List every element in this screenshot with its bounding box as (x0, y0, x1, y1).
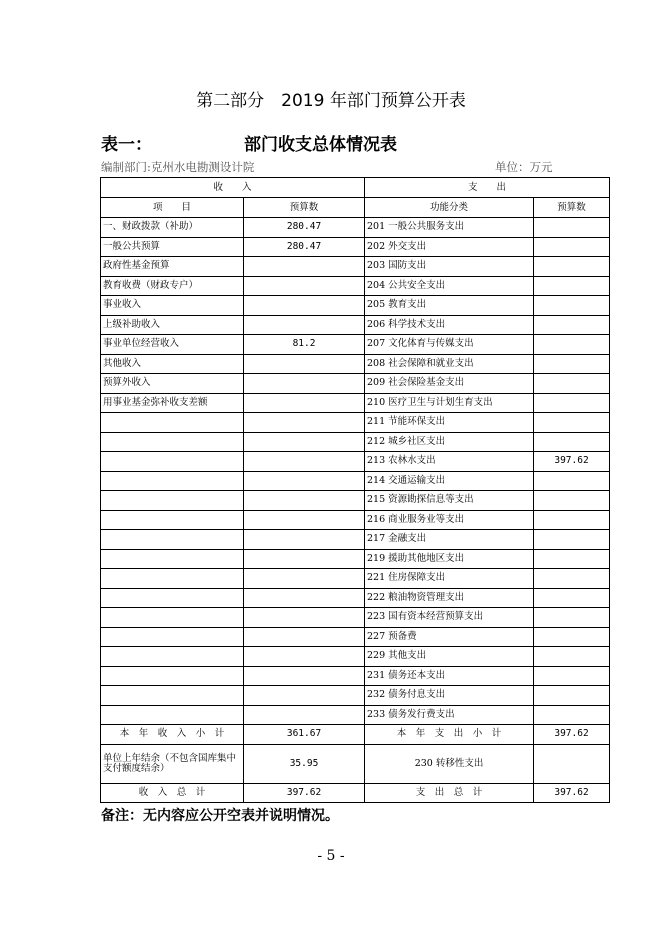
expense-amount-cell (534, 276, 610, 296)
table-row (101, 491, 610, 511)
income-amount-cell (244, 374, 365, 394)
expense-item-cell: 212 城乡社区支出 (365, 432, 534, 452)
table-title: 部门收支总体情况表 (244, 135, 397, 155)
income-total-label: 收 入 总 计 (101, 783, 244, 803)
header-row-columns (101, 198, 610, 218)
income-item-cell (101, 530, 244, 550)
income-amount-cell (244, 588, 365, 608)
expense-item-cell: 207 文化体育与传媒支出 (365, 335, 534, 355)
expense-amount-cell: 397.62 (534, 452, 610, 472)
income-amount-cell (244, 666, 365, 686)
income-item-cell (101, 666, 244, 686)
unit-label: 单位：万元 (495, 160, 553, 174)
income-subtotal-amount: 361.67 (244, 725, 365, 745)
income-item-cell: 事业单位经营收入 (101, 335, 244, 355)
table-row (101, 354, 610, 374)
income-amount-cell (244, 315, 365, 335)
income-subtotal-label: 本 年 收 入 小 计 (101, 725, 244, 745)
income-carryover-label: 单位上年结余（不包含国库集中支付额度结余） (101, 744, 244, 783)
income-item-cell (101, 705, 244, 725)
expense-item-cell: 216 商业服务业等支出 (365, 510, 534, 530)
income-carryover-amount: 35.95 (244, 744, 365, 783)
expense-amount-cell (534, 354, 610, 374)
income-amount-column-header: 预算数 (244, 198, 365, 218)
income-item-cell (101, 588, 244, 608)
table-row (101, 315, 610, 335)
income-amount-cell (244, 686, 365, 706)
table-row (101, 705, 610, 725)
expense-item-cell: 223 国有资本经营预算支出 (365, 608, 534, 628)
table-row (101, 569, 610, 589)
income-item-cell (101, 510, 244, 530)
expense-item-cell: 205 教育支出 (365, 296, 534, 316)
expense-amount-cell (534, 335, 610, 355)
expense-amount-cell (534, 530, 610, 550)
expense-amount-cell (534, 296, 610, 316)
table-row (101, 627, 610, 647)
expense-amount-column-header: 预算数 (534, 198, 610, 218)
income-amount-cell: 81.2 (244, 335, 365, 355)
expense-item-cell: 233 债务发行费支出 (365, 705, 534, 725)
income-item-cell (101, 569, 244, 589)
expense-item-cell: 215 资源勘探信息等支出 (365, 491, 534, 511)
income-item-cell: 政府性基金预算 (101, 257, 244, 277)
expense-item-cell: 213 农林水支出 (365, 452, 534, 472)
carryover-row (101, 744, 610, 783)
income-item-cell: 上级补助收入 (101, 315, 244, 335)
income-amount-cell (244, 276, 365, 296)
expense-amount-cell (534, 608, 610, 628)
income-section-header: 收 入 (101, 178, 365, 198)
expense-amount-cell (534, 627, 610, 647)
expense-amount-cell (534, 393, 610, 413)
expense-amount-cell (534, 549, 610, 569)
income-item-cell (101, 686, 244, 706)
table-row (101, 296, 610, 316)
expense-item-cell: 202 外交支出 (365, 237, 534, 257)
income-amount-cell (244, 569, 365, 589)
income-item-cell: 事业收入 (101, 296, 244, 316)
expense-item-cell: 232 债务付息支出 (365, 686, 534, 706)
expense-item-cell: 204 公共安全支出 (365, 276, 534, 296)
income-amount-cell (244, 510, 365, 530)
table-row (101, 666, 610, 686)
income-item-cell: 用事业基金弥补收支差额 (101, 393, 244, 413)
table-row (101, 647, 610, 667)
expense-item-cell: 210 医疗卫生与计划生育支出 (365, 393, 534, 413)
expense-amount-cell (534, 315, 610, 335)
income-item-cell (101, 647, 244, 667)
compiling-department: 编制部门:克州水电勘测设计院 (101, 160, 255, 174)
income-amount-cell (244, 393, 365, 413)
expense-amount-cell (534, 471, 610, 491)
expense-amount-cell (534, 413, 610, 433)
expense-item-cell: 203 国防支出 (365, 257, 534, 277)
income-item-cell (101, 491, 244, 511)
expense-amount-cell (534, 491, 610, 511)
total-row (101, 783, 610, 803)
expense-amount-cell (534, 569, 610, 589)
part-title: 第二部分 2019 年部门预算公开表 (196, 91, 466, 111)
table-row (101, 374, 610, 394)
budget-table (100, 177, 610, 803)
table-row (101, 237, 610, 257)
expense-amount-cell (534, 666, 610, 686)
expense-amount-cell (534, 647, 610, 667)
table-row (101, 608, 610, 628)
expense-amount-cell (534, 705, 610, 725)
table-row (101, 218, 610, 238)
income-amount-cell (244, 530, 365, 550)
income-amount-cell (244, 647, 365, 667)
expense-item-cell: 201 一般公共服务支出 (365, 218, 534, 238)
expense-amount-cell (534, 510, 610, 530)
table-row (101, 452, 610, 472)
table-row (101, 393, 610, 413)
expense-item-cell: 219 援助其他地区支出 (365, 549, 534, 569)
expense-item-cell: 229 其他支出 (365, 647, 534, 667)
income-amount-cell (244, 257, 365, 277)
table-row (101, 686, 610, 706)
income-item-cell: 预算外收入 (101, 374, 244, 394)
expense-amount-cell (534, 237, 610, 257)
table-row (101, 432, 610, 452)
income-amount-cell (244, 705, 365, 725)
expense-item-cell: 227 预备费 (365, 627, 534, 647)
income-amount-cell (244, 491, 365, 511)
expense-item-cell: 208 社会保障和就业支出 (365, 354, 534, 374)
table-row (101, 276, 610, 296)
expense-item-cell: 206 科学技术支出 (365, 315, 534, 335)
income-item-cell: 一、财政拨款（补助） (101, 218, 244, 238)
expense-item-cell: 211 节能环保支出 (365, 413, 534, 433)
table-row (101, 335, 610, 355)
expense-item-cell: 222 粮油物资管理支出 (365, 588, 534, 608)
income-amount-cell (244, 296, 365, 316)
table-row (101, 257, 610, 277)
income-amount-cell (244, 413, 365, 433)
budget-table-body (101, 178, 610, 803)
expense-item-cell: 214 交通运输支出 (365, 471, 534, 491)
income-amount-cell (244, 549, 365, 569)
table-row (101, 510, 610, 530)
expense-subtotal-amount: 397.62 (534, 725, 610, 745)
note: 备注：无内容应公开空表并说明情况。 (101, 808, 339, 824)
expense-total-amount: 397.62 (534, 783, 610, 803)
expense-subtotal-label: 本 年 支 出 小 计 (365, 725, 534, 745)
income-total-amount: 397.62 (244, 783, 365, 803)
income-amount-cell (244, 432, 365, 452)
expense-amount-cell (534, 686, 610, 706)
expense-carryover-amount (534, 744, 610, 783)
table-label: 表一： (101, 135, 152, 155)
income-item-cell (101, 549, 244, 569)
table-row (101, 549, 610, 569)
table-row (101, 471, 610, 491)
income-item-cell: 一般公共预算 (101, 237, 244, 257)
income-amount-cell (244, 452, 365, 472)
income-item-cell: 教育收费（财政专户） (101, 276, 244, 296)
table-row (101, 413, 610, 433)
function-class-column-header: 功能分类 (365, 198, 534, 218)
expense-amount-cell (534, 257, 610, 277)
expense-amount-cell (534, 432, 610, 452)
income-amount-cell (244, 471, 365, 491)
expense-item-cell: 221 住房保障支出 (365, 569, 534, 589)
income-amount-cell (244, 627, 365, 647)
income-item-cell (101, 413, 244, 433)
income-item-cell (101, 608, 244, 628)
expense-amount-cell (534, 588, 610, 608)
expense-item-cell: 231 债务还本支出 (365, 666, 534, 686)
income-amount-cell (244, 354, 365, 374)
income-item-cell (101, 471, 244, 491)
expense-item-cell: 217 金融支出 (365, 530, 534, 550)
expense-item-cell: 209 社会保险基金支出 (365, 374, 534, 394)
expense-carryover-label: 230 转移性支出 (365, 744, 534, 783)
page-number: - 5 - (317, 848, 345, 864)
income-amount-cell (244, 608, 365, 628)
income-amount-cell: 280.47 (244, 218, 365, 238)
income-item-cell (101, 432, 244, 452)
table-row (101, 530, 610, 550)
expense-amount-cell (534, 218, 610, 238)
income-item-cell: 其他收入 (101, 354, 244, 374)
table-row (101, 588, 610, 608)
expense-amount-cell (534, 374, 610, 394)
header-row-sections (101, 178, 610, 198)
subtotal-row (101, 725, 610, 745)
income-item-cell (101, 627, 244, 647)
item-column-header: 项 目 (101, 198, 244, 218)
expense-total-label: 支 出 总 计 (365, 783, 534, 803)
income-amount-cell: 280.47 (244, 237, 365, 257)
expense-section-header: 支 出 (365, 178, 610, 198)
income-item-cell (101, 452, 244, 472)
